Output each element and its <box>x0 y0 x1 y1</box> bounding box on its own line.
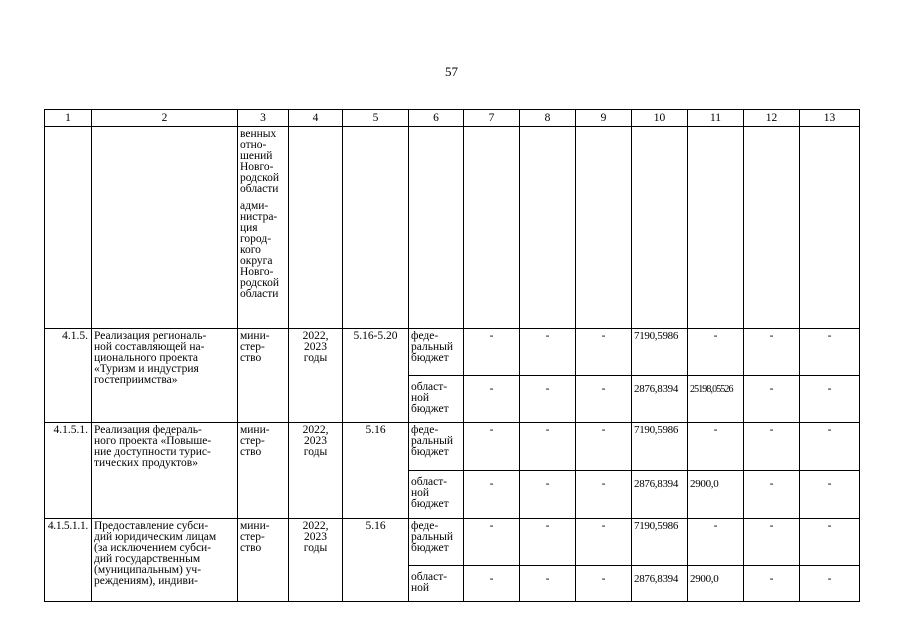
value-cell: - <box>800 376 860 423</box>
col-header-6: 6 <box>409 110 464 127</box>
value-cell: - <box>520 471 576 519</box>
table-row <box>45 519 860 566</box>
item-name: Предоставление субси- дий юридическим лицам (за исключением субси- дий государственным (муниципальным) уч- реждениям), индиви- <box>92 519 238 602</box>
col-header-5: 5 <box>343 110 409 127</box>
column-numbers-row <box>45 110 860 127</box>
item-executor: мини- стер- ство <box>238 519 289 602</box>
value-cell: - <box>576 471 632 519</box>
item-name: Реализация федераль- ного проекта «Повыше- ние доступности турис- тических продуктов» <box>92 423 238 519</box>
value-cell: - <box>464 566 520 602</box>
value-cell: - <box>520 566 576 602</box>
item-years: 2022, 2023 годы <box>289 519 343 602</box>
value-cell: - <box>800 519 860 566</box>
value-cell: - <box>800 566 860 602</box>
table-row <box>45 423 860 471</box>
value-cell: - <box>800 471 860 519</box>
col-header-4: 4 <box>289 110 343 127</box>
value-cell: - <box>576 519 632 566</box>
col-header-3: 3 <box>238 110 289 127</box>
col-header-9: 9 <box>576 110 632 127</box>
value-cell: - <box>744 423 800 471</box>
value-cell: - <box>800 329 860 376</box>
continuation-row <box>45 127 860 329</box>
value-cell: - <box>688 519 744 566</box>
col-header-13: 13 <box>800 110 860 127</box>
value-cell: - <box>576 566 632 602</box>
item-code: 5.16 <box>343 423 409 519</box>
value-cell: 2876,8394 <box>632 566 688 602</box>
value-cell: 7190,5986 <box>632 423 688 471</box>
value-cell: - <box>464 519 520 566</box>
item-years: 2022, 2023 годы <box>289 329 343 423</box>
funding-source: област- ной <box>409 566 464 602</box>
item-number: 4.1.5.1. <box>45 423 92 519</box>
item-code: 5.16 <box>343 519 409 602</box>
value-cell: - <box>576 329 632 376</box>
item-number: 4.1.5.1.1. <box>45 519 92 602</box>
value-cell: - <box>576 376 632 423</box>
col-header-11: 11 <box>688 110 744 127</box>
value-cell: - <box>744 566 800 602</box>
value-cell: - <box>744 471 800 519</box>
page-number: 57 <box>445 64 458 79</box>
continued-executor-a: венных отно- шений Новго- родской области <box>240 128 280 195</box>
item-executor: мини- стер- ство <box>238 329 289 423</box>
value-cell: - <box>520 329 576 376</box>
value-cell: 7190,5986 <box>632 329 688 376</box>
funding-source: феде- ральный бюджет <box>409 519 464 566</box>
col-header-8: 8 <box>520 110 576 127</box>
funding-source: феде- ральный бюджет <box>409 423 464 471</box>
value-cell: - <box>688 423 744 471</box>
col-header-10: 10 <box>632 110 688 127</box>
value-cell: 7190,5986 <box>632 519 688 566</box>
value-cell: - <box>744 519 800 566</box>
funding-source: област- ной бюджет <box>409 471 464 519</box>
value-cell: - <box>744 329 800 376</box>
value-cell: - <box>520 376 576 423</box>
col-header-7: 7 <box>464 110 520 127</box>
funding-source: област- ной бюджет <box>409 376 464 423</box>
value-cell: - <box>464 329 520 376</box>
table-row <box>45 329 860 376</box>
col-header-1: 1 <box>45 110 92 127</box>
value-cell: 2876,8394 <box>632 471 688 519</box>
continued-executor-cell <box>238 127 289 329</box>
value-cell: - <box>464 471 520 519</box>
value-cell: - <box>688 329 744 376</box>
item-code: 5.16-5.20 <box>343 329 409 423</box>
col-header-12: 12 <box>744 110 800 127</box>
item-years: 2022, 2023 годы <box>289 423 343 519</box>
item-executor: мини- стер- ство <box>238 423 289 519</box>
item-name: Реализация региональ- ной составляющей на- ционального проекта «Туризм и индустрия гостеприимства» <box>92 329 238 423</box>
value-cell: - <box>464 423 520 471</box>
funding-source: феде- ральный бюджет <box>409 329 464 376</box>
value-cell: 2876,8394 <box>632 376 688 423</box>
item-number: 4.1.5. <box>45 329 92 423</box>
value-cell: 2900,0 <box>688 566 744 602</box>
col-header-2: 2 <box>92 110 238 127</box>
value-cell: - <box>576 423 632 471</box>
value-cell: 25198,05526 <box>688 376 744 423</box>
value-cell: - <box>464 376 520 423</box>
continued-executor-b: адми- нистра- ция город- кого округа Новго- родской области <box>240 200 280 300</box>
value-cell: - <box>520 519 576 566</box>
program-table <box>44 109 860 602</box>
value-cell: 2900,0 <box>688 471 744 519</box>
value-cell: - <box>520 423 576 471</box>
value-cell: - <box>800 423 860 471</box>
value-cell: - <box>744 376 800 423</box>
